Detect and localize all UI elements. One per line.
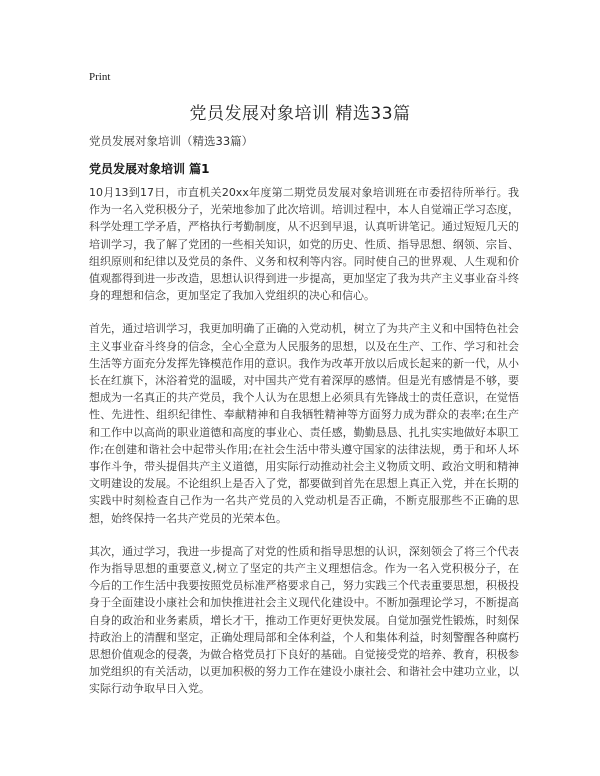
paragraph-2: 首先，通过培训学习，我更加明确了正确的入党动机，树立了为共产主义和中国特色社会主义事业奋斗终身的信念，全心全意为人民服务的思想，以及在生产、工作、学习和社会生活等方面充分发挥先锋模范作用的意识。我作为改革开放以后成长起来的新一代，从小长在红旗下，沐浴着党的温暖，对中国共产党有着深厚的感情。但是光有感情是不够，要想成为一名真正的共产党员，我个人认为在思想上必须具有先锋战士的责任意识，在觉悟性、先进性、组织纪律性、奉献精神和自我牺牲精神等方面努力成为群众的表率;在生产和工作中以高尚的职业道德和高度的事业心、责任感，勤勤恳恳、扎扎实实地做好本职工作;在创建和谐社会中起带头作用;在社会生活中带头遵守国家的法律法规，勇于和坏人坏事作斗争，带头提倡共产主义道德，用实际行动推动社会主义物质文明、政治文明和精神文明建设的发展。不论组织上是否入了党，都要做到首先在思想上真正入党，并在长期的实践中时刻检查自己作为一名共产党员的入党动机是否正确，不断克服那些不正确的思想，始终保持一名共产党员的光荣本色。 (89, 322, 520, 525)
section-heading: 党员发展对象培训 篇1 (89, 162, 210, 176)
document-title: 党员发展对象培训 精选33篇 (189, 104, 411, 124)
print-link[interactable]: Print (89, 71, 111, 83)
document-body (89, 184, 519, 714)
paragraph-1: 10月13到17日，市直机关20xx年度第二期党员发展对象培训班在市委招待所举行。我作为一名入党积极分子，光荣地参加了此次培训。培训过程中，本人自觉端正学习态度，科学处理工学矛盾，严格执行考勤制度，从不迟到早退，认真听讲笔记。通过短短几天的培训学习，我了解了党团的一些相关知识，如党的历史、性质、指导思想、纲领、宗旨、组织原则和纪律以及党员的条件、义务和权利等内容。同时使自己的世界观、人生观和价值观都得到进一步改造，思想认识得到进一步提高，更加坚定了我为共产主义事业奋斗终身的理想和信念，更加坚定了我加入党组织的决心和信心。 (89, 186, 519, 303)
document-subtitle: 党员发展对象培训（精选33篇） (89, 134, 254, 148)
paragraph-3: 其次，通过学习，我进一步提高了对党的性质和指导思想的认识，深刻领会了将三个代表作为指导思想的重要意义,树立了坚定的共产主义理想信念。作为一名入党积极分子，在今后的工作生活中我要按照党员标准严格要求自己，努力实践三个代表重要思想，积极投身于全面建设小康社会和加快推进社会主义现代化建设中。不断加强理论学习，不断提高自身的政治和业务素质，增长才干，推动工作更好更快发展。自觉加强党性锻炼，时刻保持政治上的清醒和坚定，正确处理局部和全体利益，个人和集体利益，时刻警醒各种腐朽思想价值观念的侵袭，为做合格党员打下良好的基础。自觉接受党的培养、教育，积极参加党组织的有关活动，以更加积极的努力工作在建设小康社会、和谐社会中建功立业，以实际行动争取早日入党。 (89, 544, 519, 696)
